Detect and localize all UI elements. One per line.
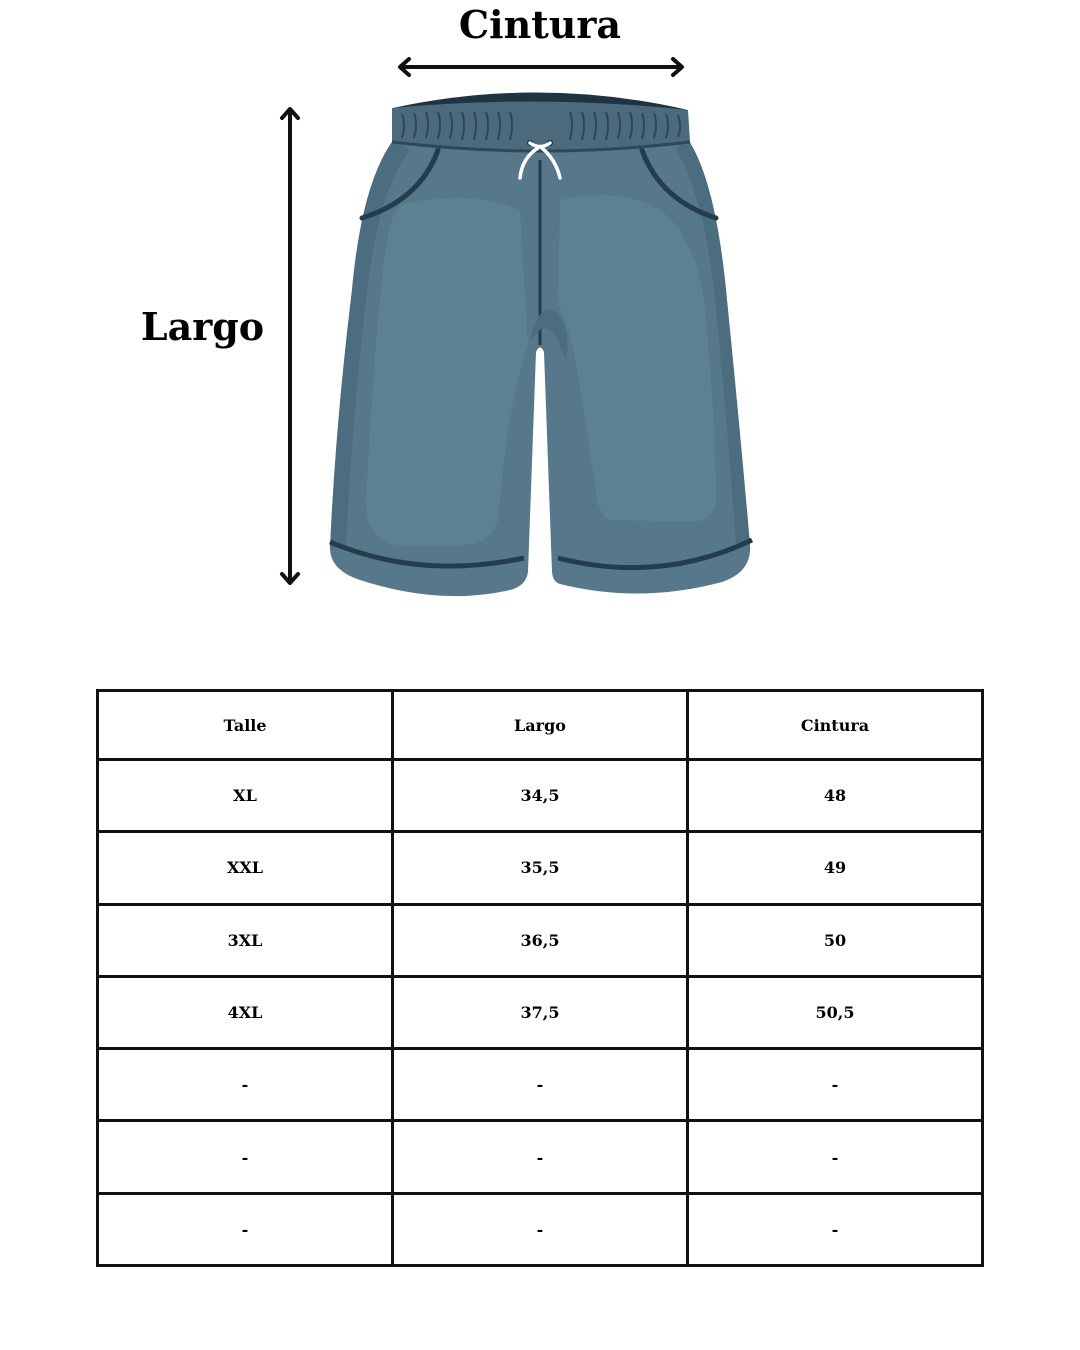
waist-cell: - [688, 1121, 983, 1193]
table-row [98, 1049, 983, 1121]
column-header-waist: Cintura [688, 691, 983, 760]
size-cell: - [98, 1049, 393, 1121]
length-arrow-icon [278, 104, 302, 588]
table-row [98, 1121, 983, 1193]
length-label: Largo [140, 304, 265, 349]
length-cell: - [393, 1049, 688, 1121]
length-cell: 35,5 [393, 832, 688, 904]
waist-cell: - [688, 1049, 983, 1121]
table-row [98, 760, 983, 832]
waist-cell: 49 [688, 832, 983, 904]
size-cell: - [98, 1193, 393, 1265]
size-table [96, 689, 984, 1267]
length-cell: - [393, 1121, 688, 1193]
table-row [98, 832, 983, 904]
table-header-row [98, 691, 983, 760]
column-header-size: Talle [98, 691, 393, 760]
table-row [98, 904, 983, 976]
shorts-icon [325, 88, 757, 602]
waist-arrow-icon [395, 55, 687, 79]
length-cell: - [393, 1193, 688, 1265]
size-cell: XXL [98, 832, 393, 904]
waist-cell: 48 [688, 760, 983, 832]
table-row [98, 976, 983, 1048]
length-cell: 34,5 [393, 760, 688, 832]
length-cell: 37,5 [393, 976, 688, 1048]
table-row [98, 1193, 983, 1265]
waist-label: Cintura [458, 2, 622, 47]
size-cell: XL [98, 760, 393, 832]
size-cell: 4XL [98, 976, 393, 1048]
column-header-length: Largo [393, 691, 688, 760]
waist-cell: 50,5 [688, 976, 983, 1048]
waist-cell: - [688, 1193, 983, 1265]
length-cell: 36,5 [393, 904, 688, 976]
size-cell: 3XL [98, 904, 393, 976]
size-cell: - [98, 1121, 393, 1193]
waist-cell: 50 [688, 904, 983, 976]
